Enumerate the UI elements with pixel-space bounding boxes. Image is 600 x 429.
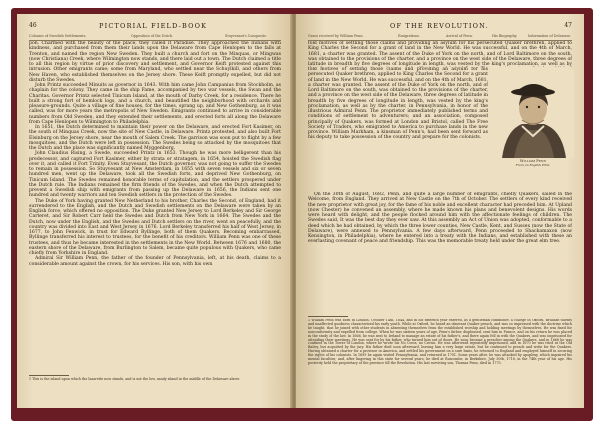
left-subhead: Opposition of the Dutch.: [131, 34, 174, 38]
portrait-caption-note: From an English Print.: [515, 163, 551, 167]
footnote-rule: [308, 316, 348, 317]
right-page: [296, 14, 584, 408]
left-footnote: 1 This is the island upon which the lazarette now stands, and is not the low, sandy island in the middle of the Delaware above.: [29, 377, 241, 381]
left-header: [29, 22, 281, 32]
left-page-number: 46: [29, 22, 37, 29]
paragraph-continued: fold motives of settling those claims and providing an asylum for his persecuted Quaker brethren, applied to King Charles the Second for a grant of land in the New World. He was successful, and on the 4th of March, 1681, a charter was granted. The assent of the Duke of York on the north, and of Lord Baltimore on the south, was obtained to the provisions of the charter, and a province on the west side of the Delaware, three degrees of latitude in breadth by five degrees of longitude in length, was vested by the king's proclamation, as well as by the charter, in Pennsylvania, in honor of the illustrious Admiral Penn. The proprietor immediately published terms and conditions of settlement to adventurers; and an association, composed principally of Quakers, was formed at London and Bristol, called The Free Society of Traders, who emigrated to America to purchase lands in the new province. William Markham, a kinsman of Penn's, had been sent forward as his deputy to take possession of the country and prepare for the colonists.: [308, 67, 488, 141]
paragraph: pon. Charmed with the beauty of the place, they called it Paradise. They approached the Indians with kindness, and purchased from them their lands upon the Delaware from Cape Henlopen to the falls at Trenton, and named the region New Sweden. They built a church and fort on the Minquas, or Mingwas (now Christiana) Creek, where Wilmington now stands, and there laid out a town. The Dutch claimed a title to all this region by virtue of prior discovery and settlement, and Governor Keift protested against this intrusion. Other emigrants came; some from Maryland, who settled near the Schuylkill, and others from New Haven, who established themselves on the Jersey shore. These Keift promptly expelled, but did not disturb the Swedes.: [29, 41, 281, 83]
right-footnote: 1 William Penn was born in London, October 14th, 1644, and in his fifteenth year entered, as a gentleman commoner, a college in Oxford. Brilliant talents and unaffected goodness characterized his early youth. While at Oxford, he heard an itinerant Quaker preach, and was so impressed with the doctrine which he taught, that he joined with other students in absenting themselves from the established worship and holding meetings by themselves. He was fined for nonconformity and expelled from college. When he was sixteen years of age, Penn's father, displeased, sent him to France, and on his return he was placed in the study of the law. In 1666, he was sent to Ireland to manage an estate of his father's, and there again fell in with the Quakers, and was imprisoned for attending their meetings. He was sent for by his father, who turned him out of doors. He soon became a preacher among the Quakers, and in 1668 he was confined in the Tower of London, where he wrote his No Cross, no Crown. He was afterward repeatedly imprisoned, and in 1670 he was tried at the Old Bailey, but acquitted by the jury. His father died soon afterward, leaving him a very large estate, but he continued to preach and write for the Quakers. Having obtained a charter for a province in America, and settled his government on a sure basis, he returned to England and employed himself in securing the rights of his colonists. In 1699 he again visited Pennsylvania, and returned in 1701. Some years after, he was attacked by apoplexy, which impaired his mental faculties; and, after lingering in this state for several years, he died at Ruscombe, in Berkshire, July 30th, 1718, in the 74th year of his age. His posterity held the proprietary of the province till the Revolution. His last surviving son, Thomas Penn, died in 1775.: [308, 319, 572, 365]
right-body-text-wrap: [308, 67, 488, 190]
right-subhead: Information of Delaware.: [528, 34, 572, 38]
left-subhead: Stuyvesant's Conquests.: [225, 34, 267, 38]
right-subhead: Grant received by William Penn.: [308, 34, 364, 38]
paragraph: John Printz succeeded Minuits as governor in 1643. With him came John Campanius from Stockholm, as chaplain for the colony. They came in the ship Fame, accompanied by two war vessels, the Swan and the Charitas. Governor Printz selected Tinicum Island, at the mouth of Darby Creek, for a residence. There he built a strong fort of hemlock logs, and a church, and beautified the neighborhood with orchards and pleasure-grounds. Quite a village of fine houses, for the times, sprang up, and New Gothenburg, as it was called, was for more years the metropolis of New Sweden. Emigrants continued to arrive in considerable numbers from Old Sweden, and they extended their settlements, and erected forts all along the Delaware from Cape Henlopen to Wilmington to Philadelphia.: [29, 83, 281, 125]
portrait-engraving-icon: [492, 70, 574, 158]
william-penn-portrait: [492, 70, 574, 158]
right-body-text-bottom: [308, 192, 572, 314]
paragraph: Admiral Sir William Penn, the father of the founder of Pennsylvania, left, at his death, claims to a considerable amount against the crown, for his services. His son, with his own: [29, 256, 281, 267]
portrait-caption: [492, 159, 574, 167]
right-subhead: Arrival of Penn.: [446, 34, 473, 38]
footnote-rule: [29, 375, 69, 376]
left-body-text: [29, 41, 281, 371]
paragraph: On the 30th of August, 1682, Penn, and quite a large number of emigrants, chiefly Quakers, sailed in the Welcome, from England. They arrived at New Castle on the 7th of October. The settlers of every kind received the new proprietor with great joy, for the fame of his noble and excellent character had preceded him. At Upland (now Chester) he convened an assembly, where he made known his plans and benevolent designs. His words were heard with delight, and the people flocked around him with the affectionate feelings of children. The Swedes said, It was the best day they ever saw. At this assembly an Act of Union was adopted, conformable to a deed which he had obtained, by which the three lower counties, New Castle, Kent, and Sussex (now the State of Delaware), were annexed to Pennsylvania. A few days afterward, Penn proceeded to Shackamaxon (now Kensington, in Philadelphia), where he entered into a treaty with the Indians, and established with these an everlasting covenant of peace and friendship. This was the memorable treaty held under the great elm tree.: [308, 192, 572, 245]
portrait-caption-name: William Penn: [519, 159, 547, 163]
right-subheads: [308, 34, 572, 41]
left-page: [17, 14, 293, 408]
left-subheads: [29, 34, 281, 41]
left-subhead: Colonies of Swedish Settlements.: [29, 34, 87, 38]
right-header: [308, 22, 572, 32]
paragraph: In 1651, the Dutch determined to maintain their power on the Delaware, and erected Fort Kasimer, on the south of Minquas Creek, now the site of New Castle, in Delaware. Printz protested, and also built Fort Elsinburg on the Jersey shore, near the mouth of Salem Creek. The garrison was soon put to flight by a few mosquitoes, and the Dutch were left in possession. The Swedes being so attacked by the mosquitoes that the Dutch and the place was significantly named Myggenborg.: [29, 125, 281, 151]
left-running-title: PICTORIAL FIELD-BOOK: [99, 22, 208, 30]
paragraph: fold motives of settling those claims and providing an asylum for his persecuted Quaker brethren, applied to King Charles the Second for a grant of land in the New World. He was successful, and on the 4th of March, 1681, a charter was granted. The assent of the Duke of York on the north, and of Lord Baltimore on the south, was obtained to the provisions of the charter, and a province on the west side of the Delaware, three degrees of latitude in breadth by five degrees of longitude in length, was vested by the king's proclamation, as well as by: [308, 41, 572, 67]
right-page-number: 47: [564, 22, 572, 29]
paragraph: John Claudius Rising, a Swede, succeeded Printz in 1653. Though he was more belligerent than his predecessor, and captured Fort Kasimer, either by strata or stratagem, in 1654, hoisted the Swedish flag over it, and called it Fort Trinity. Even Stuyvesant, the Dutch governor, was not going to suffer the Swedes to remain in possession. So Stuyvesant at New Amsterdam, in 1655 with seven vessels and six or seven hundred men, went up the Delaware, took all the Swedish forts, and deprived New Gothenburg, on Tinicum Island. The Swedes remained honorable terms of capitulation, and the settlers prospered under the Dutch rule. The Indians remained the firm friends of the Swedes, and when the Dutch attempted to prevent a Swedish ship with emigrants from passing up the Delaware in 1656, the Indians sent one hundred and twenty warriors and ten Swedish settlers in the protection of the Swedes.: [29, 151, 281, 199]
right-running-title: OF THE REVOLUTION.: [390, 22, 489, 30]
right-subhead: His Biography.: [492, 34, 518, 38]
paragraph: The Duke of York having granted New Netherland to his brother, Charles the Second, of England, had it surrendered to the English, and the Dutch and Swedish settlements on the Delaware were taken by an English force, which offered no opposition. The Duke granted New Jersey to Lord Berkeley and Sir George Carteret, and Sir Robert Carr held the Swedes and Dutch from New York in 1664. The Swedes and the Dutch, now under the English, and the Swedes and Dutch settlers on the river, went on peacefully, and the country was divided into East and West Jersey in 1676. Lord Berkeley transferred his half of West Jersey, in 1677, to John Fenwick, in trust for Edward Byllinge, both of them Quakers. Becoming embarrassed, Byllinge transferred his interest to trustees, for the benefit of his creditors. William Penn was one of these trustees, and thus he became interested in the settlements in the New World. Between 1676 and 1680, the eastern shore of the Delaware, from Burlington to Salem, became quite populous with Quakers, who came chiefly from Yorkshire in England.: [29, 198, 281, 256]
right-body-text-top: [308, 41, 572, 67]
right-subhead: Emigrations.: [398, 34, 421, 38]
